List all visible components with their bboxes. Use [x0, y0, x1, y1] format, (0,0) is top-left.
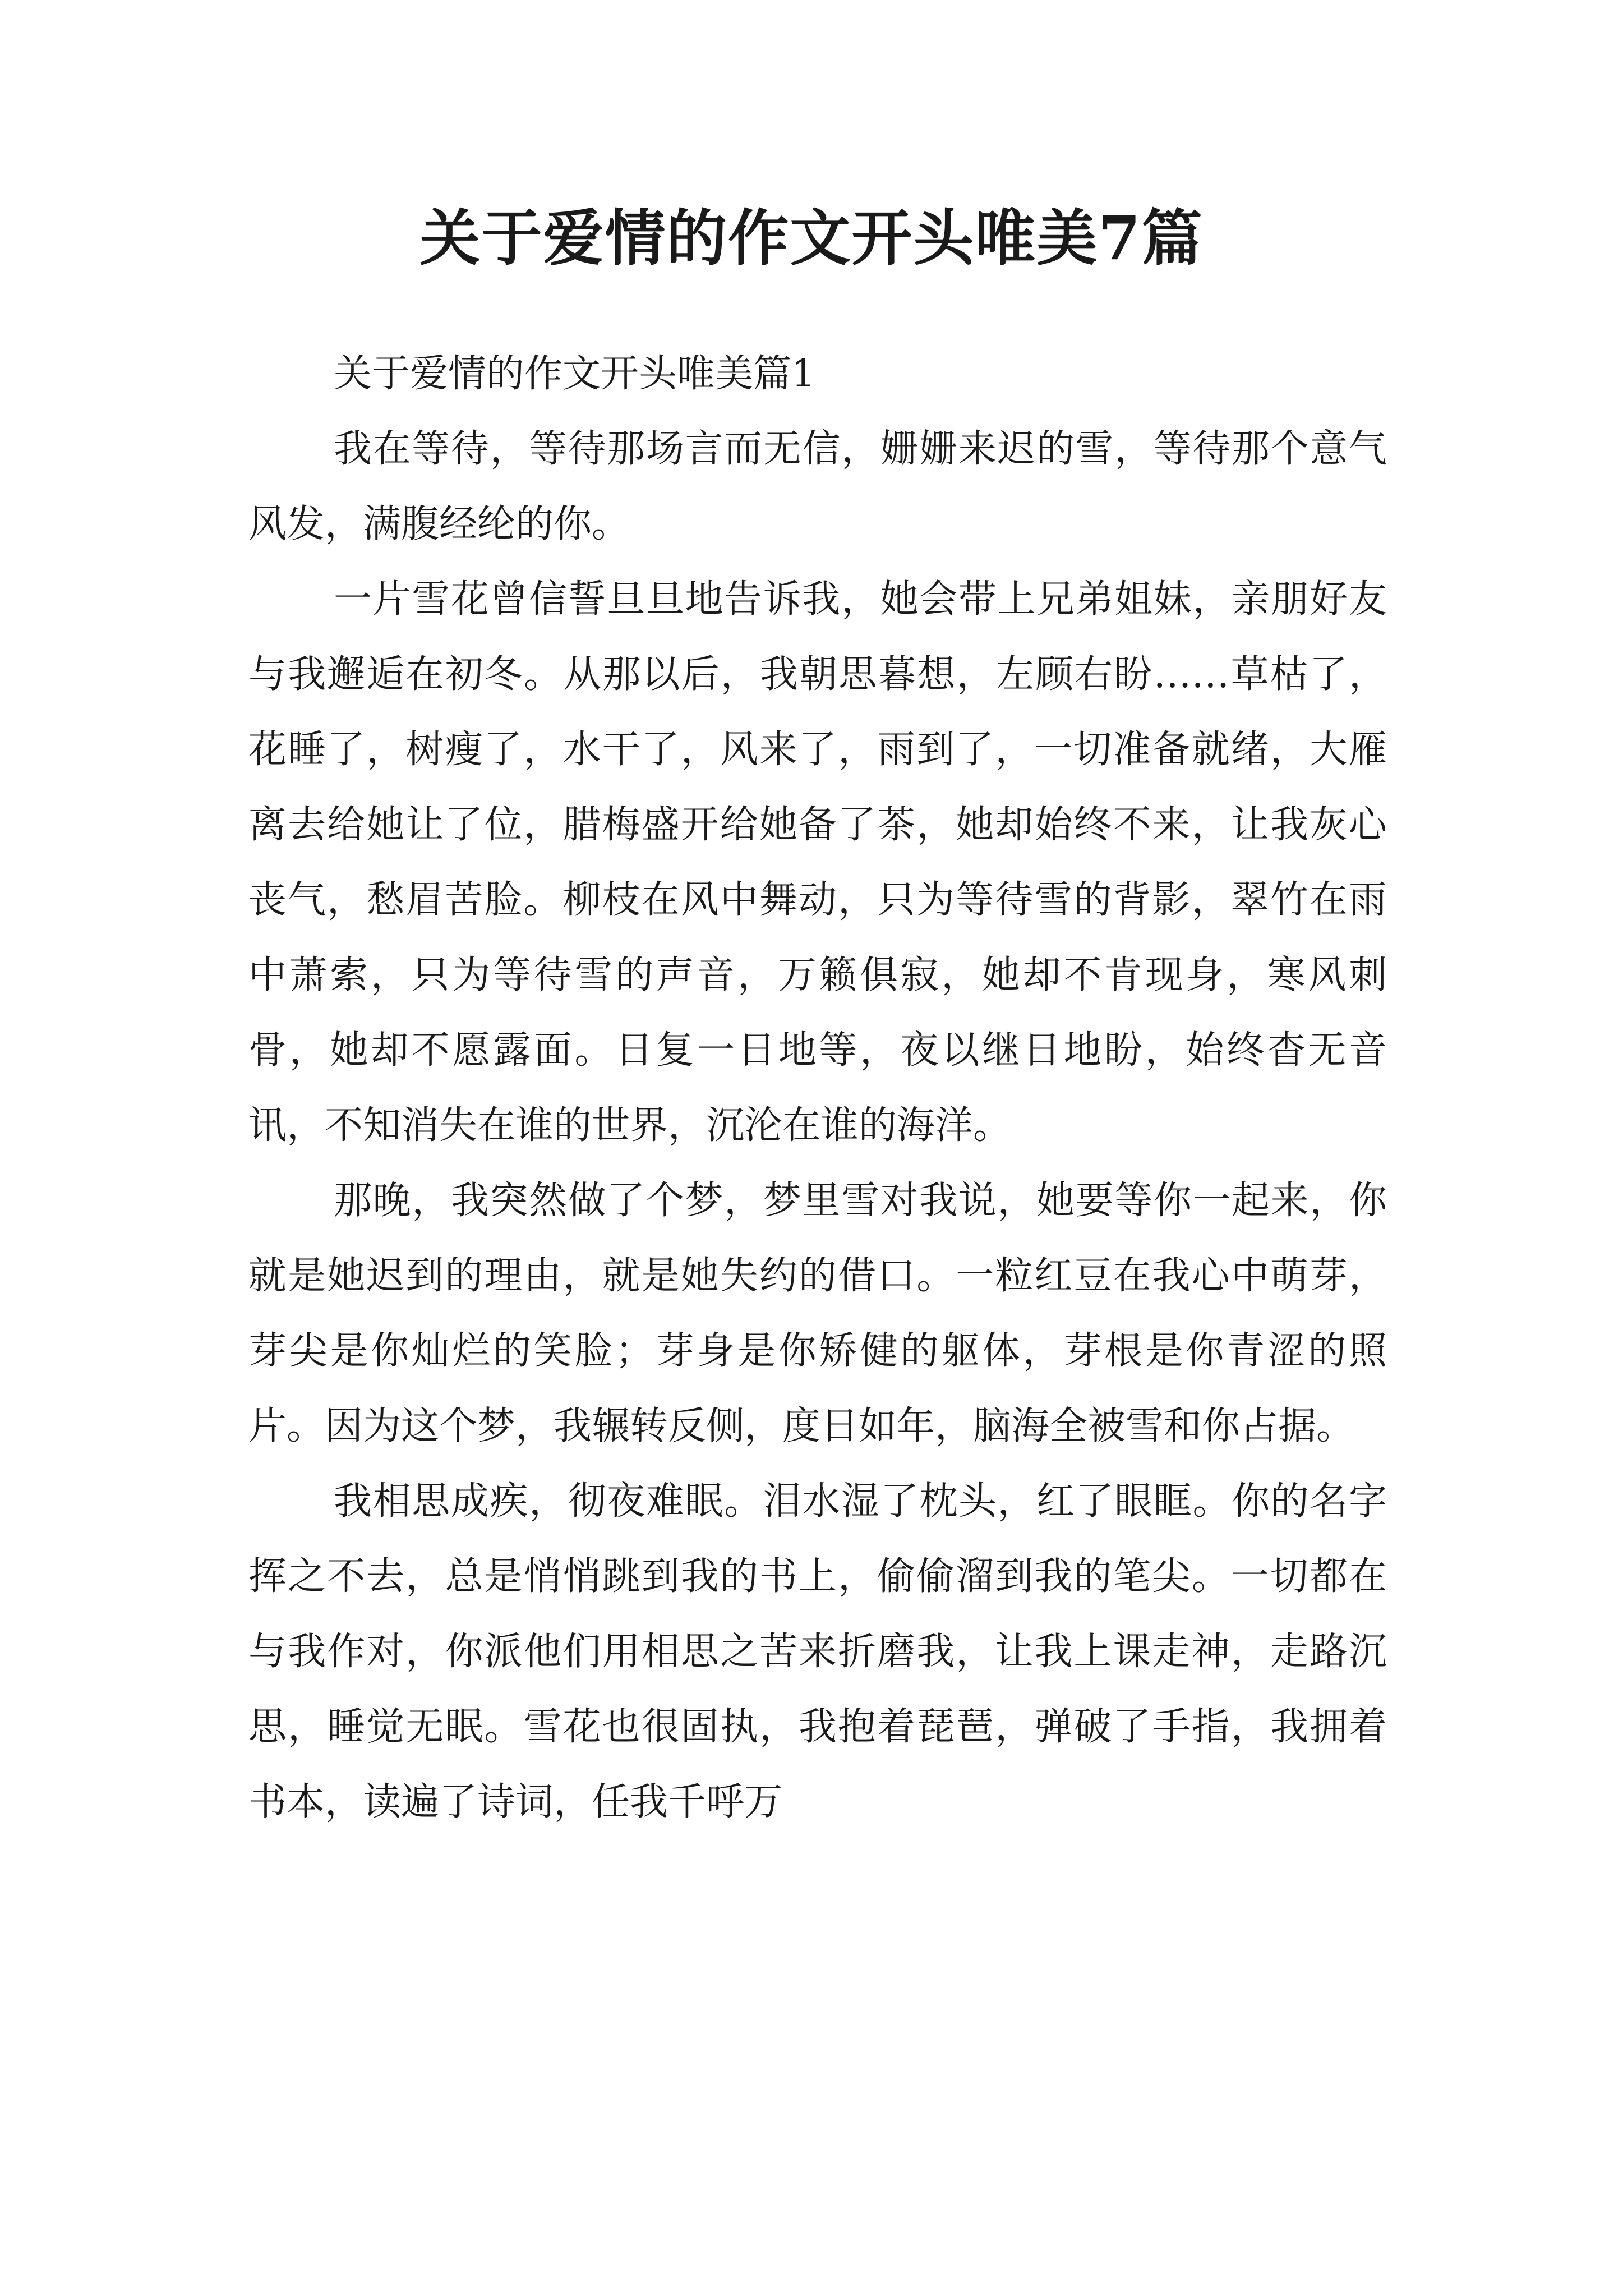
section-heading: 关于爱情的作文开头唯美篇1 [334, 352, 816, 396]
document-body [248, 337, 1387, 1840]
document-title: 关于爱情的作文开头唯美7篇 [419, 203, 1204, 274]
paragraph: 我在等待，等待那场言而无信，姗姗来迟的雪，等待那个意气风发，满腹经纶的你。 [248, 427, 1387, 546]
paragraph: 我相思成疾，彻夜难眠。泪水湿了枕头，红了眼眶。你的名字挥之不去，总是悄悄跳到我的书上，偷偷溜到我的笔尖。一切都在与我作对，你派他们用相思之苦来折磨我，让我上课走神，走路沉思，睡觉无眠。雪花也很固执，我抱着琵琶，弹破了手指，我拥着书本，读遍了诗词，任我千呼万 [248, 1479, 1387, 1824]
paragraph: 那晚，我突然做了个梦，梦里雪对我说，她要等你一起来，你就是她迟到的理由，就是她失约的借口。一粒红豆在我心中萌芽，芽尖是你灿烂的笑脸；芽身是你矫健的躯体，芽根是你青涩的照片。因为这个梦，我辗转反侧，度日如年，脑海全被雪和你占据。 [248, 1179, 1387, 1448]
paragraph: 一片雪花曾信誓旦旦地告诉我，她会带上兄弟姐妹，亲朋好友与我邂逅在初冬。从那以后，我朝思暮想，左顾右盼……草枯了，花睡了，树瘦了，水干了，风来了，雨到了，一切准备就绪，大雁离去给她让了位，腊梅盛开给她备了茶，她却始终不来，让我灰心丧气，愁眉苦脸。柳枝在风中舞动，只为等待雪的背影，翠竹在雨中萧索，只为等待雪的声音，万籁俱寂，她却不肯现身，寒风刺骨，她却不愿露面。日复一日地等，夜以继日地盼，始终杳无音讯，不知消失在谁的世界，沉沦在谁的海洋。 [248, 577, 1387, 1148]
